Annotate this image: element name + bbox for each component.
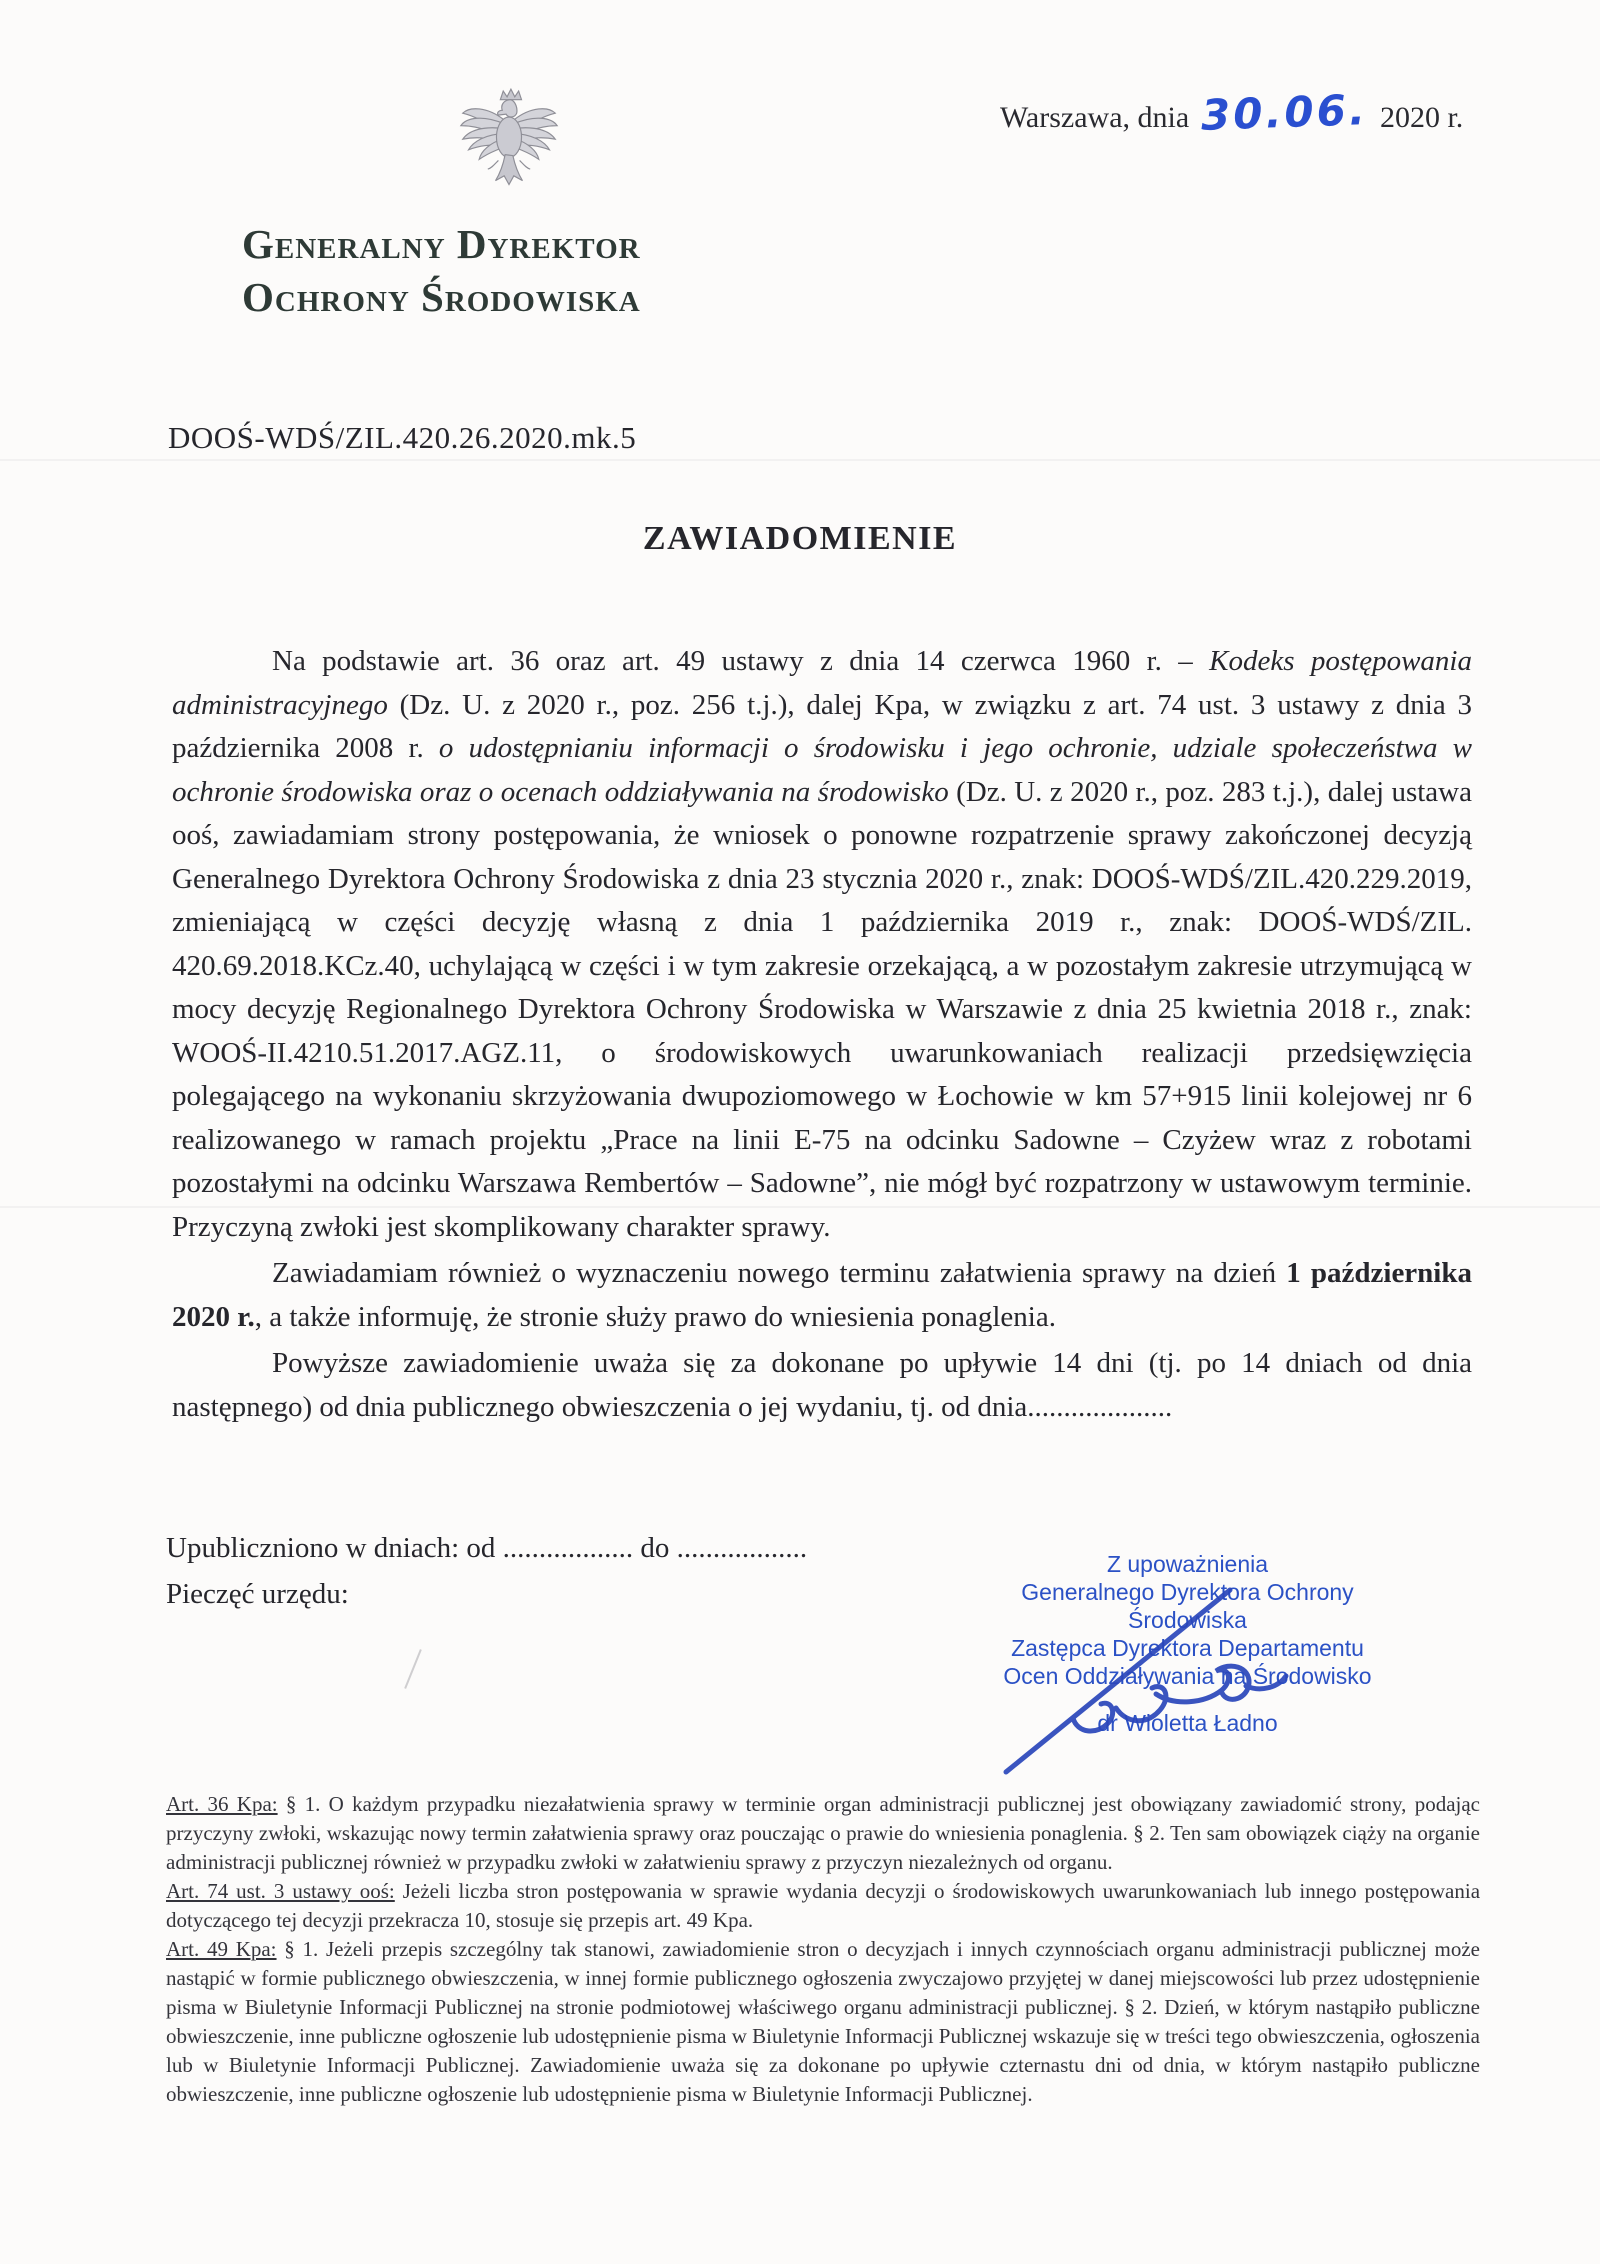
scan-artifact-line	[0, 459, 1600, 461]
footnote-label: Art. 74 ust. 3 ustawy ooś:	[166, 1879, 395, 1903]
stamp-line-2: Generalnego Dyrektora Ochrony Środowiska	[1021, 1579, 1354, 1633]
signer-name: dr Wioletta Ładno	[1097, 1710, 1278, 1736]
footnote-label: Art. 49 Kpa:	[166, 1937, 277, 1961]
authorization-stamp	[960, 1550, 1415, 1737]
stamp-line-3: Zastępca Dyrektora Departamentu	[1011, 1635, 1364, 1661]
stamp-line-4: Ocen Oddziaływania na Środowisko	[1003, 1663, 1372, 1689]
body-run: (Dz. U. z 2020 r., poz. 283 t.j.), dalej ustawa ooś, zawiadamiam strony postępowania, że wniosek o ponowne rozpatrzenie sprawy zakończonej decyzją Generalnego Dyrektora Ochrony Środowiska z dnia 23 stycznia 2020 r., znak: DOOŚ-WDŚ/ZIL.420.229.2019, zmieniającą w części decyzję własną z dnia 1 października 2019 r., znak: DOOŚ-WDŚ/ZIL. 420.69.2018.KCz.40, uchylającą w części i w tym zakresie orzekającą, a w pozostałym zakresie utrzymującą w mocy decyzję Regionalnego Dyrektora Ochrony Środowiska w Warszawie z dnia 25 kwietnia 2018 r., znak: WOOŚ-II.4210.51.2017.AGZ.11, o środowiskowych uwarunkowaniach realizacji przedsięwzięcia polegającego na wykonaniu skrzyżowania dwupoziomowego w Łochowie w km 57+915 linii kolejowej nr 6 realizowanego w ramach projektu „Prace na linii E-75 na odcinku Sadowne – Czyżew wraz z robotami pozostałymi na odcinku Warszawa Rembertów – Sadowne”, nie mógł być rozpatrzony w ustawowym terminie. Przyczyną zwłoki jest skomplikowany charakter sprawy.	[172, 775, 1472, 1243]
footnote-art-49-kpa	[166, 1935, 1480, 2109]
footnote-text: Jeżeli liczba stron postępowania w sprawie wydania decyzji o środowiskowych uwarunkowaniach lub innego postępowania dotyczącego tej decyzji przekracza 10, stosuje się przepis art. 49 Kpa.	[166, 1879, 1481, 1932]
body-run: Zawiadamiam również o wyznaczeniu nowego terminu załatwienia sprawy na dzień	[272, 1257, 1287, 1289]
body-paragraph-1	[172, 640, 1472, 1249]
pencil-mark-artifact	[404, 1649, 422, 1689]
publication-dates-line: Upubliczniono w dniach: od .................. do ..................	[166, 1532, 808, 1564]
footnote-art-36-kpa	[166, 1790, 1480, 1877]
place-date-line	[1000, 85, 1464, 140]
official-stamp-caption: Pieczęć urzędu:	[166, 1578, 349, 1610]
stamp-line-1: Z upoważnienia	[1106, 1551, 1269, 1577]
body-run: Powyższe zawiadomienie uważa się za dokonane po upływie 14 dni (tj. po 14 dniach od dnia następnego) od dnia publicznego obwieszczenia o jej wydaniu, tj. od dnia....................	[172, 1347, 1472, 1423]
footnote-label: Art. 36 Kpa:	[166, 1792, 278, 1816]
date-year: 2020 r.	[1379, 101, 1464, 134]
org-name-line1: Generalny Dyrektor	[242, 221, 641, 267]
body-paragraph-3	[172, 1342, 1472, 1429]
legal-act-title: Kodeks postępowania administracyjnego	[172, 645, 1472, 721]
letterhead-org-name	[242, 218, 641, 324]
body-run: Na podstawie art. 36 oraz art. 49 ustawy z dnia 14 czerwca 1960 r. –	[272, 645, 1210, 677]
footnote-text: § 1. Jeżeli przepis szczególny tak stanowi, zawiadomienie stron o decyzjach i innych czynnościach organu administracji publicznej może nastąpić w formie publicznego obwieszczenia, w innej formie publicznego ogłoszenia zwyczajowo przyjętej w danej miejscowości lub przez udostępnienie pisma w Biuletynie Informacji Publicznej na stronie podmiotowej właściwego organu administracji publicznej. § 2. Dzień, w którym nastąpiło publiczne obwieszczenie, inne publiczne ogłoszenie lub udostępnienie pisma w Biuletynie Informacji Publicznej wskazuje się w treści tego obwieszczenia, ogłoszenia lub w Biuletynie Informacji Publicznej. Zawiadomienie uważa się za dokonane po upływie czternastu dni od dnia, w którym nastąpiło publiczne obwieszczenie, inne publiczne ogłoszenie lub udostępnienie pisma w Biuletynie Informacji Publicznej.	[166, 1937, 1480, 2106]
polish-eagle-emblem-icon	[456, 86, 562, 204]
letter-body	[172, 640, 1472, 1432]
body-paragraph-2	[172, 1252, 1472, 1339]
legal-footnotes	[166, 1790, 1480, 2109]
footnote-text: § 1. O każdym przypadku niezałatwienia sprawy w terminie organ administracji publicznej jest obowiązany zawiadomić strony, podając przyczyny zwłoki, wskazując nowy termin załatwienia sprawy oraz pouczając o prawie do wniesienia ponaglenia. § 2. Ten sam obowiązek ciąży na organie administracji publicznej również w przypadku zwłoki w załatwieniu sprawy z przyczyn niezależnych od organu.	[166, 1792, 1480, 1874]
case-reference-number: DOOŚ-WDŚ/ZIL.420.26.2020.mk.5	[168, 420, 637, 455]
document-title: ZAWIADOMIENIE	[642, 520, 958, 557]
legal-act-title: o udostępnianiu informacji o środowisku i jego ochronie, udziale społeczeństwa w ochronie środowiska oraz o ocenach oddziaływania na środowisko	[172, 732, 1473, 808]
date-prefix: Warszawa, dnia	[1000, 101, 1190, 134]
handwritten-date: 30.06.	[1200, 85, 1369, 140]
new-deadline-date: 1 października 2020 r.	[172, 1257, 1472, 1333]
body-run: , a także informuję, że stronie służy prawo do wniesienia ponaglenia.	[254, 1300, 1056, 1333]
org-name-line2: Ochrony Środowiska	[242, 274, 641, 320]
body-run: (Dz. U. z 2020 r., poz. 256 t.j.), dalej Kpa, w związku z art. 74 ust. 3 ustawy z dnia 3 października 2008 r.	[172, 688, 1472, 764]
footnote-art-74-oos	[166, 1877, 1480, 1935]
